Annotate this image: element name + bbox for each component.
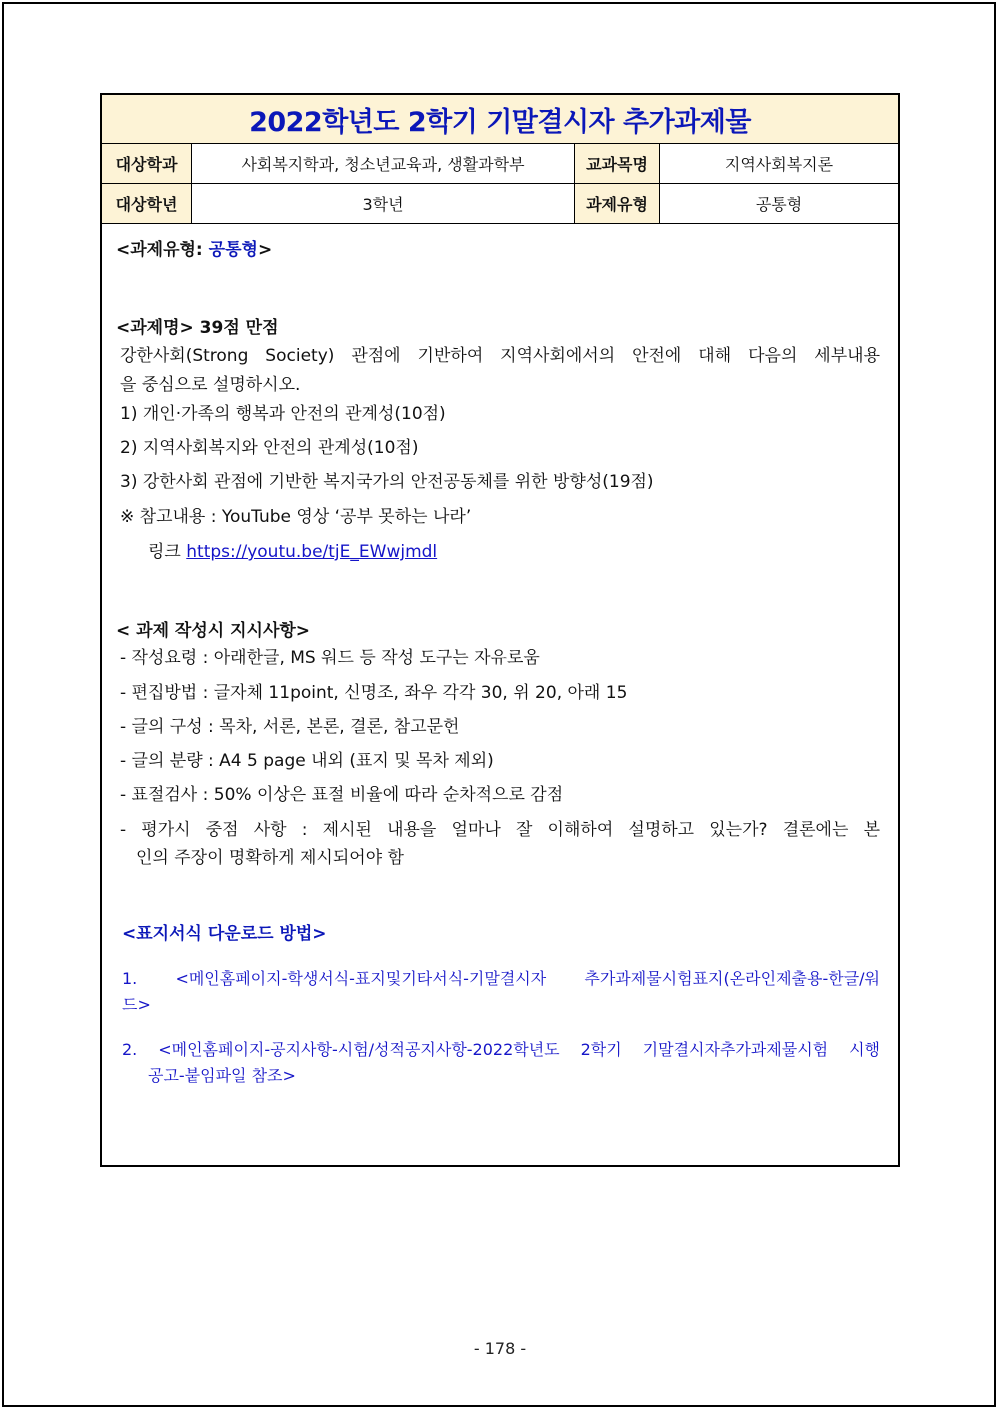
assignment-item-2: 2) 지역사회복지와 안전의 관계성(10점) — [120, 438, 419, 458]
assignment-desc-line2: 을 중심으로 설명하시오. — [120, 375, 301, 395]
info-row-dept — [102, 144, 898, 184]
instructions-heading: < 과제 작성시 지시사항> — [116, 621, 311, 641]
grade-value: 3학년 — [192, 184, 575, 223]
dept-value: 사회복지학과, 청소년교육과, 생활과학부 — [192, 144, 575, 183]
grade-label: 대상학년 — [102, 184, 192, 223]
subject-value: 지역사회복지론 — [724, 155, 834, 174]
instruction-evaluation-line1: - 평가시 중점 사항 : 제시된 내용을 얼마나 잘 이해하여 설명하고 있는가? 결론에는 본 — [120, 820, 880, 840]
instruction-item: - 작성요령 : 아래한글, MS 워드 등 작성 도구는 자유로움 — [120, 648, 540, 668]
info-row-grade — [102, 184, 898, 224]
link-label: 링크 — [148, 542, 181, 562]
assignment-document — [100, 93, 900, 1167]
reference-link-line — [148, 538, 880, 567]
download-item-1-line1: 1. <메인홈페이지-학생서식-표지및기타서식-기말결시자 추가과제물시험표지(온라인제출용-한글/워 — [122, 969, 880, 988]
download-item-2-line1: 2. <메인홈페이지-공지사항-시험/성적공지사항-2022학년도 2학기 기말결시자추가과제물시험 시행 — [122, 1040, 880, 1059]
instruction-item: - 글의 구성 : 목차, 서론, 본론, 결론, 참고문헌 — [120, 717, 460, 737]
download-item-1-line2: 드> — [122, 995, 151, 1014]
reference-note: ※ 참고내용 : YouTube 영상 ‘공부 못하는 나라’ — [120, 507, 472, 527]
dept-label: 대상학과 — [102, 144, 192, 183]
assignment-item-3: 3) 강한사회 관점에 기반한 복지국가의 안전공동체를 위한 방향성(19점) — [120, 472, 654, 492]
assignment-type-line — [116, 236, 880, 265]
assignment-type-value: 공통형 — [208, 240, 258, 260]
assignment-desc-line1: 강한사회(Strong Society) 관점에 기반하여 지역사회에서의 안전에 대해 다음의 세부내용 — [120, 346, 880, 366]
download-item-2-line2: 공고-붙임파일 참조> — [148, 1066, 296, 1085]
page-number: - 178 - — [473, 1339, 527, 1358]
instruction-evaluation-line2: 인의 주장이 명확하게 제시되어야 함 — [136, 848, 404, 868]
assignment-type-suffix: > — [257, 240, 273, 260]
assignment-item-1: 1) 개인·가족의 행복과 안전의 관계성(10점) — [120, 404, 446, 424]
subject-label: 교과목명 — [575, 144, 660, 183]
instruction-item: - 표절검사 : 50% 이상은 표절 비율에 따라 순차적으로 감점 — [120, 785, 564, 805]
document-title: 2022학년도 2학기 기말결시자 추가과제물 — [102, 95, 898, 144]
instruction-item: - 편집방법 : 글자체 11point, 신명조, 좌우 각각 30, 위 20, 아래 15 — [120, 683, 628, 703]
instruction-item: - 글의 분량 : A4 5 page 내외 (표지 및 목차 제외) — [120, 751, 494, 771]
assignment-type-prefix: <과제유형: — [116, 240, 209, 260]
youtube-link[interactable]: https://youtu.be/tjE_EWwjmdl — [186, 542, 438, 562]
download-heading: <표지서식 다운로드 방법> — [122, 924, 327, 944]
type-label: 과제유형 — [575, 184, 660, 223]
assignment-heading: <과제명> 39점 만점 — [116, 318, 279, 338]
type-value: 공통형 — [755, 195, 803, 214]
